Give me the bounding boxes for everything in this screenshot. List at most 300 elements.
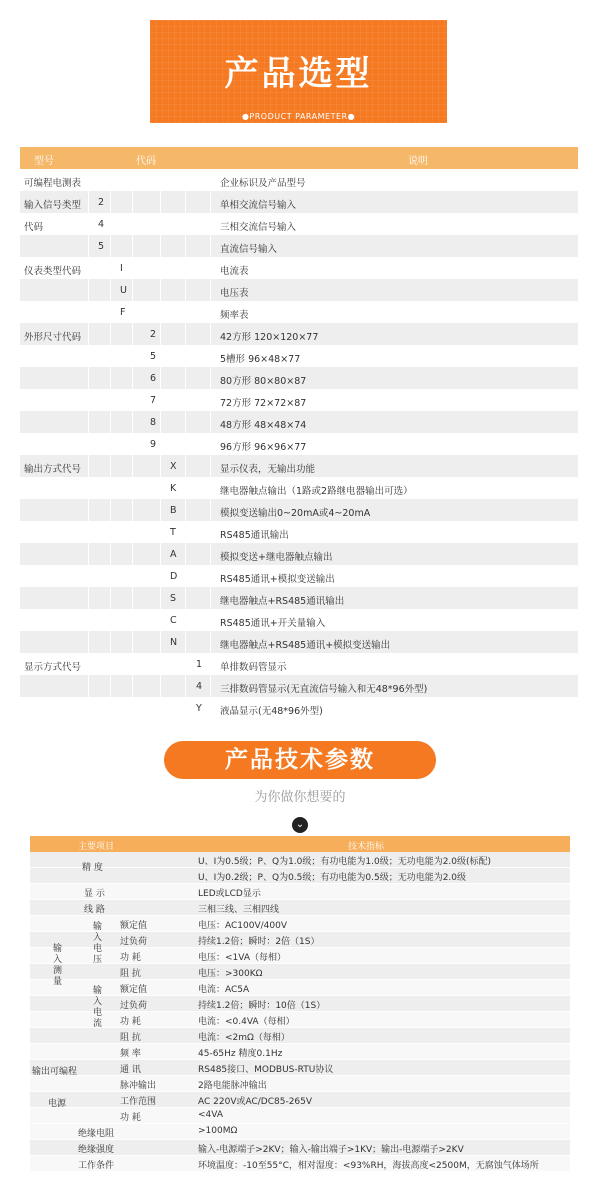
specs-header-item: 主要项目	[78, 842, 115, 852]
spec-row	[30, 980, 570, 996]
column-divider	[132, 565, 133, 587]
selection-row-code: T	[170, 527, 176, 538]
spec-voltage-label: 输 入 电 压	[92, 922, 102, 965]
selection-row-desc: RS485通讯输出	[220, 530, 289, 541]
spec-insulation-s: 输入-电源端子>2KV；输入-输出端子>1KV；输出-电源端子>2KV	[198, 1145, 464, 1155]
column-divider	[210, 565, 211, 587]
selection-row-label: 显示方式代号	[24, 662, 82, 673]
spec-row	[30, 948, 570, 964]
column-divider	[210, 543, 211, 565]
column-divider	[110, 697, 111, 719]
spec-key: 功 耗	[120, 1113, 141, 1123]
column-divider	[210, 653, 211, 675]
selection-row	[20, 697, 578, 719]
column-divider	[88, 653, 89, 675]
column-divider	[185, 499, 186, 521]
specs-title: 产品技术参数	[164, 741, 436, 779]
column-divider	[185, 411, 186, 433]
spec-value: RS485接口、MODBUS-RTU协议	[198, 1065, 334, 1075]
column-divider	[160, 631, 161, 653]
spec-key: 功 耗	[120, 953, 141, 963]
column-divider	[185, 257, 186, 279]
selection-row	[20, 323, 578, 345]
column-divider	[132, 675, 133, 697]
selection-row	[20, 213, 578, 235]
column-divider	[110, 301, 111, 323]
spec-value: 电压：<1VA（每相）	[198, 953, 287, 963]
column-divider	[160, 257, 161, 279]
selection-row-desc: 48方形 48×48×74	[220, 420, 307, 431]
column-divider	[210, 389, 211, 411]
column-divider	[210, 169, 211, 191]
spec-display: LED或LCD显示	[198, 889, 261, 899]
column-divider	[132, 477, 133, 499]
selection-row	[20, 301, 578, 323]
column-divider	[210, 675, 211, 697]
column-divider	[210, 697, 211, 719]
column-divider	[132, 169, 133, 191]
selection-row-code: K	[170, 483, 177, 494]
column-divider	[132, 543, 133, 565]
selection-row-code: D	[170, 571, 178, 582]
column-divider	[110, 543, 111, 565]
column-divider	[132, 499, 133, 521]
column-divider	[160, 389, 161, 411]
spec-row	[30, 1092, 570, 1108]
selection-row	[20, 587, 578, 609]
column-divider	[110, 609, 111, 631]
selection-row	[20, 235, 578, 257]
banner	[150, 20, 447, 123]
selection-row-code: Y	[196, 703, 202, 714]
spec-row-line	[30, 900, 570, 916]
selection-row-code: 2	[98, 197, 105, 208]
selection-row-desc: 继电器触点+RS485通讯+模拟变送输出	[220, 640, 391, 651]
column-divider	[185, 631, 186, 653]
spec-env: 环境温度：-10至55°C，相对湿度：<93%RH，海拔高度<2500M，无腐蚀气体场所	[198, 1161, 539, 1171]
column-divider	[160, 213, 161, 235]
spec-input-block	[30, 916, 570, 1124]
column-divider	[132, 191, 133, 213]
spec-key: 额定值	[120, 985, 148, 995]
column-divider	[88, 301, 89, 323]
column-divider	[110, 433, 111, 455]
column-divider	[185, 279, 186, 301]
spec-row-env	[30, 1156, 570, 1172]
selection-rows	[20, 169, 578, 719]
spec-row	[30, 1076, 570, 1092]
column-divider	[110, 213, 111, 235]
selection-row-code: N	[170, 637, 178, 648]
column-divider	[160, 477, 161, 499]
spec-precision-1: U、I为0.5级；P、Q为1.0级；有功电能为1.0级；无功电能为2.0级(标配)	[198, 857, 492, 867]
selection-table	[20, 147, 578, 719]
selection-row-code: 5	[98, 241, 105, 252]
column-divider	[185, 587, 186, 609]
selection-row-desc: 继电器触点+RS485通讯输出	[220, 596, 345, 607]
selection-row	[20, 345, 578, 367]
spec-value: 2路电能脉冲输出	[198, 1081, 267, 1091]
selection-row	[20, 191, 578, 213]
column-divider	[185, 345, 186, 367]
column-divider	[88, 565, 89, 587]
column-divider	[160, 675, 161, 697]
column-divider	[185, 521, 186, 543]
column-divider	[132, 631, 133, 653]
spec-value: 电流：AC5A	[198, 985, 250, 995]
selection-row-desc: 三相交流信号输入	[220, 222, 297, 233]
column-divider	[160, 301, 161, 323]
column-divider	[132, 323, 133, 345]
column-divider	[110, 455, 111, 477]
selection-row-desc: 模拟变送输出0~20mA或4~20mA	[220, 508, 371, 519]
selection-row	[20, 609, 578, 631]
column-divider	[160, 521, 161, 543]
selection-row-code: 4	[196, 681, 203, 692]
spec-key: 功 耗	[120, 1017, 141, 1027]
banner-subtitle: ●PRODUCT PARAMETER●	[241, 112, 356, 121]
column-divider	[210, 191, 211, 213]
selection-row	[20, 411, 578, 433]
selection-row-code: C	[170, 615, 177, 626]
column-divider	[132, 455, 133, 477]
column-divider	[185, 609, 186, 631]
column-divider	[210, 323, 211, 345]
selection-row-desc: 三排数码管显示(无直流信号输入和无48*96外型)	[220, 684, 428, 695]
column-divider	[110, 653, 111, 675]
column-divider	[110, 191, 111, 213]
column-divider	[110, 631, 111, 653]
selection-row	[20, 455, 578, 477]
spec-insulation-r: >100MΩ	[198, 1126, 238, 1136]
column-divider	[210, 477, 211, 499]
column-divider	[88, 609, 89, 631]
column-divider	[132, 367, 133, 389]
column-divider	[210, 587, 211, 609]
column-divider	[210, 279, 211, 301]
column-divider	[88, 543, 89, 565]
selection-row	[20, 543, 578, 565]
spec-value: 电流：<2mΩ（每相）	[198, 1033, 290, 1043]
column-divider	[185, 543, 186, 565]
selection-row-code: F	[120, 307, 126, 318]
column-divider	[160, 543, 161, 565]
selection-row	[20, 433, 578, 455]
spec-key: 过负荷	[120, 1001, 148, 1011]
spec-row	[30, 932, 570, 948]
column-divider	[132, 257, 133, 279]
spec-row	[30, 1108, 570, 1124]
column-divider	[110, 411, 111, 433]
selection-row	[20, 631, 578, 653]
selection-row-desc: RS485通讯+模拟变送输出	[220, 574, 335, 585]
selection-row	[20, 675, 578, 697]
header-desc: 说明	[408, 156, 428, 167]
selection-row-label: 可编程电测表	[24, 178, 82, 189]
column-divider	[88, 521, 89, 543]
spec-row	[30, 1044, 570, 1060]
selection-row	[20, 521, 578, 543]
column-divider	[210, 257, 211, 279]
selection-row	[20, 499, 578, 521]
specs-header-value: 技术指标	[348, 842, 385, 852]
spec-current-label: 输 入 电 流	[92, 986, 102, 1029]
spec-precision-label: 精 度	[82, 863, 103, 873]
specs-subtitle: 为你做你想要的	[254, 790, 346, 805]
column-divider	[185, 433, 186, 455]
selection-row-label: 代码	[24, 222, 44, 233]
column-divider	[132, 609, 133, 631]
column-divider	[132, 389, 133, 411]
column-divider	[210, 609, 211, 631]
spec-insulation-s-label: 绝缘强度	[78, 1145, 115, 1155]
spec-key: 通 讯	[120, 1065, 141, 1075]
column-divider	[185, 477, 186, 499]
column-divider	[210, 521, 211, 543]
column-divider	[210, 499, 211, 521]
column-divider	[88, 323, 89, 345]
spec-key: 过负荷	[120, 937, 148, 947]
specs-table	[30, 836, 570, 1172]
column-divider	[110, 477, 111, 499]
spec-input-label: 输 入 测 量	[52, 944, 62, 987]
column-divider	[185, 301, 186, 323]
column-divider	[132, 411, 133, 433]
column-divider	[185, 235, 186, 257]
column-divider	[110, 367, 111, 389]
column-divider	[110, 235, 111, 257]
column-divider	[210, 433, 211, 455]
column-divider	[88, 279, 89, 301]
selection-row-code: 9	[150, 439, 157, 450]
selection-row	[20, 279, 578, 301]
column-divider	[160, 279, 161, 301]
column-divider	[132, 653, 133, 675]
selection-row-desc: 模拟变送+继电器触点输出	[220, 552, 333, 563]
spec-value: <4VA	[198, 1110, 224, 1120]
column-divider	[185, 367, 186, 389]
spec-key: 工作范围	[120, 1097, 157, 1107]
column-divider	[210, 345, 211, 367]
selection-row-code: 5	[150, 351, 157, 362]
selection-row-desc: 5槽形 96×48×77	[220, 354, 301, 365]
column-divider	[88, 389, 89, 411]
column-divider	[210, 631, 211, 653]
column-divider	[185, 213, 186, 235]
column-divider	[88, 697, 89, 719]
selection-row	[20, 653, 578, 675]
selection-row-label: 输入信号类型	[24, 200, 82, 211]
column-divider	[160, 323, 161, 345]
spec-row	[30, 964, 570, 980]
column-divider	[160, 565, 161, 587]
selection-row-code: 2	[150, 329, 157, 340]
spec-value: 45-65Hz 精度0.1Hz	[198, 1049, 283, 1059]
selection-header	[20, 147, 578, 169]
selection-row-desc: 液晶显示(无48*96外型)	[220, 706, 323, 717]
column-divider	[160, 235, 161, 257]
column-divider	[88, 345, 89, 367]
column-divider	[110, 169, 111, 191]
spec-line-label: 线 路	[84, 905, 105, 915]
selection-row-code: I	[120, 263, 123, 274]
column-divider	[132, 697, 133, 719]
selection-row-desc: 80方形 80×80×87	[220, 376, 307, 387]
column-divider	[132, 433, 133, 455]
column-divider	[132, 279, 133, 301]
column-divider	[160, 411, 161, 433]
column-divider	[210, 235, 211, 257]
spec-value: AC 220V或AC/DC85-265V	[198, 1097, 313, 1107]
column-divider	[110, 499, 111, 521]
header-model: 型号	[34, 156, 54, 167]
column-divider	[88, 455, 89, 477]
selection-row-code: U	[120, 285, 127, 296]
spec-row-precision-1	[30, 852, 570, 868]
column-divider	[185, 653, 186, 675]
selection-row-label: 仪表类型代码	[24, 266, 82, 277]
selection-row-code: X	[170, 461, 177, 472]
spec-row	[30, 1012, 570, 1028]
spec-key: 脉冲输出	[120, 1081, 157, 1091]
column-divider	[160, 587, 161, 609]
column-divider	[88, 257, 89, 279]
column-divider	[160, 345, 161, 367]
column-divider	[185, 323, 186, 345]
column-divider	[132, 213, 133, 235]
column-divider	[160, 499, 161, 521]
selection-row-desc: 频率表	[220, 310, 249, 321]
spec-row-insulation-r	[30, 1124, 570, 1140]
spec-value: 电压：>300KΩ	[198, 969, 263, 979]
selection-row	[20, 367, 578, 389]
column-divider	[185, 565, 186, 587]
column-divider	[210, 301, 211, 323]
column-divider	[160, 367, 161, 389]
spec-key: 阻 抗	[120, 1033, 141, 1043]
column-divider	[110, 323, 111, 345]
selection-row-desc: 72方形 72×72×87	[220, 398, 307, 409]
selection-row-code: A	[170, 549, 177, 560]
column-divider	[88, 587, 89, 609]
column-divider	[160, 191, 161, 213]
column-divider	[110, 257, 111, 279]
banner-title: 产品选型	[224, 54, 373, 94]
spec-insulation-r-label: 绝缘电阻	[78, 1129, 115, 1139]
selection-row-code: 4	[98, 219, 105, 230]
selection-row	[20, 169, 578, 191]
spec-value: 电流：<0.4VA（每相）	[198, 1017, 295, 1027]
column-divider	[88, 411, 89, 433]
column-divider	[110, 675, 111, 697]
column-divider	[110, 587, 111, 609]
selection-row-desc: 96方形 96×96×77	[220, 442, 307, 453]
selection-row-desc: 单排数码管显示	[220, 662, 287, 673]
column-divider	[160, 697, 161, 719]
column-divider	[160, 609, 161, 631]
selection-row-desc: 单相交流信号输入	[220, 200, 297, 211]
spec-line: 三相三线、三相四线	[198, 905, 280, 915]
spec-key: 阻 抗	[120, 969, 141, 979]
selection-row-desc: 企业标识及产品型号	[220, 178, 306, 189]
column-divider	[88, 169, 89, 191]
selection-row	[20, 257, 578, 279]
spec-value: 持续1.2倍；瞬时：10倍（1S）	[198, 1001, 326, 1011]
header-code: 代码	[136, 156, 156, 167]
selection-row	[20, 389, 578, 411]
column-divider	[185, 169, 186, 191]
column-divider	[88, 235, 89, 257]
spec-row-precision-2	[30, 868, 570, 884]
selection-row	[20, 477, 578, 499]
spec-key: 额定值	[120, 921, 148, 931]
column-divider	[110, 389, 111, 411]
column-divider	[185, 455, 186, 477]
specs-header	[30, 836, 570, 852]
selection-row	[20, 565, 578, 587]
column-divider	[88, 631, 89, 653]
spec-row	[30, 996, 570, 1012]
column-divider	[110, 565, 111, 587]
spec-precision-2: U、I为0.2级；P、Q为0.5级；有功电能为0.5级；无功电能为2.0级	[198, 873, 467, 883]
column-divider	[185, 389, 186, 411]
column-divider	[210, 213, 211, 235]
selection-row-desc: 直流信号输入	[220, 244, 278, 255]
spec-output-label: 输出可编程	[32, 1067, 78, 1077]
spec-row	[30, 1028, 570, 1044]
selection-row-code: S	[170, 593, 177, 604]
spec-row	[30, 916, 570, 932]
selection-row-code: B	[170, 505, 177, 516]
spec-row-display	[30, 884, 570, 900]
selection-row-desc: 电流表	[220, 266, 249, 277]
spec-row	[30, 1060, 570, 1076]
column-divider	[160, 169, 161, 191]
selection-row-code: 1	[196, 659, 203, 670]
column-divider	[88, 213, 89, 235]
column-divider	[185, 191, 186, 213]
column-divider	[132, 587, 133, 609]
column-divider	[88, 367, 89, 389]
column-divider	[132, 235, 133, 257]
selection-row-desc: RS485通讯+开关量输入	[220, 618, 326, 629]
spec-row-insulation-s	[30, 1140, 570, 1156]
column-divider	[185, 697, 186, 719]
column-divider	[88, 477, 89, 499]
column-divider	[132, 301, 133, 323]
selection-row-label: 外形尺寸代码	[24, 332, 82, 343]
spec-env-label: 工作条件	[78, 1161, 115, 1171]
selection-row-code: 6	[150, 373, 157, 384]
column-divider	[160, 455, 161, 477]
column-divider	[132, 521, 133, 543]
column-divider	[210, 367, 211, 389]
spec-value: 持续1.2倍；瞬时：2倍（1S）	[198, 937, 320, 947]
column-divider	[210, 411, 211, 433]
selection-row-desc: 42方形 120×120×77	[220, 332, 319, 343]
column-divider	[88, 499, 89, 521]
column-divider	[110, 345, 111, 367]
selection-row-code: 7	[150, 395, 157, 406]
column-divider	[110, 279, 111, 301]
selection-row-desc: 继电器触点输出（1路或2路继电器输出可选）	[220, 486, 413, 497]
spec-value: 电压：AC100V/400V	[198, 921, 287, 931]
selection-row-label: 输出方式代号	[24, 464, 82, 475]
chevron-down-icon: ⌄	[292, 817, 308, 833]
spec-display-label: 显 示	[84, 889, 105, 899]
spec-key: 频 率	[120, 1049, 141, 1059]
column-divider	[132, 345, 133, 367]
